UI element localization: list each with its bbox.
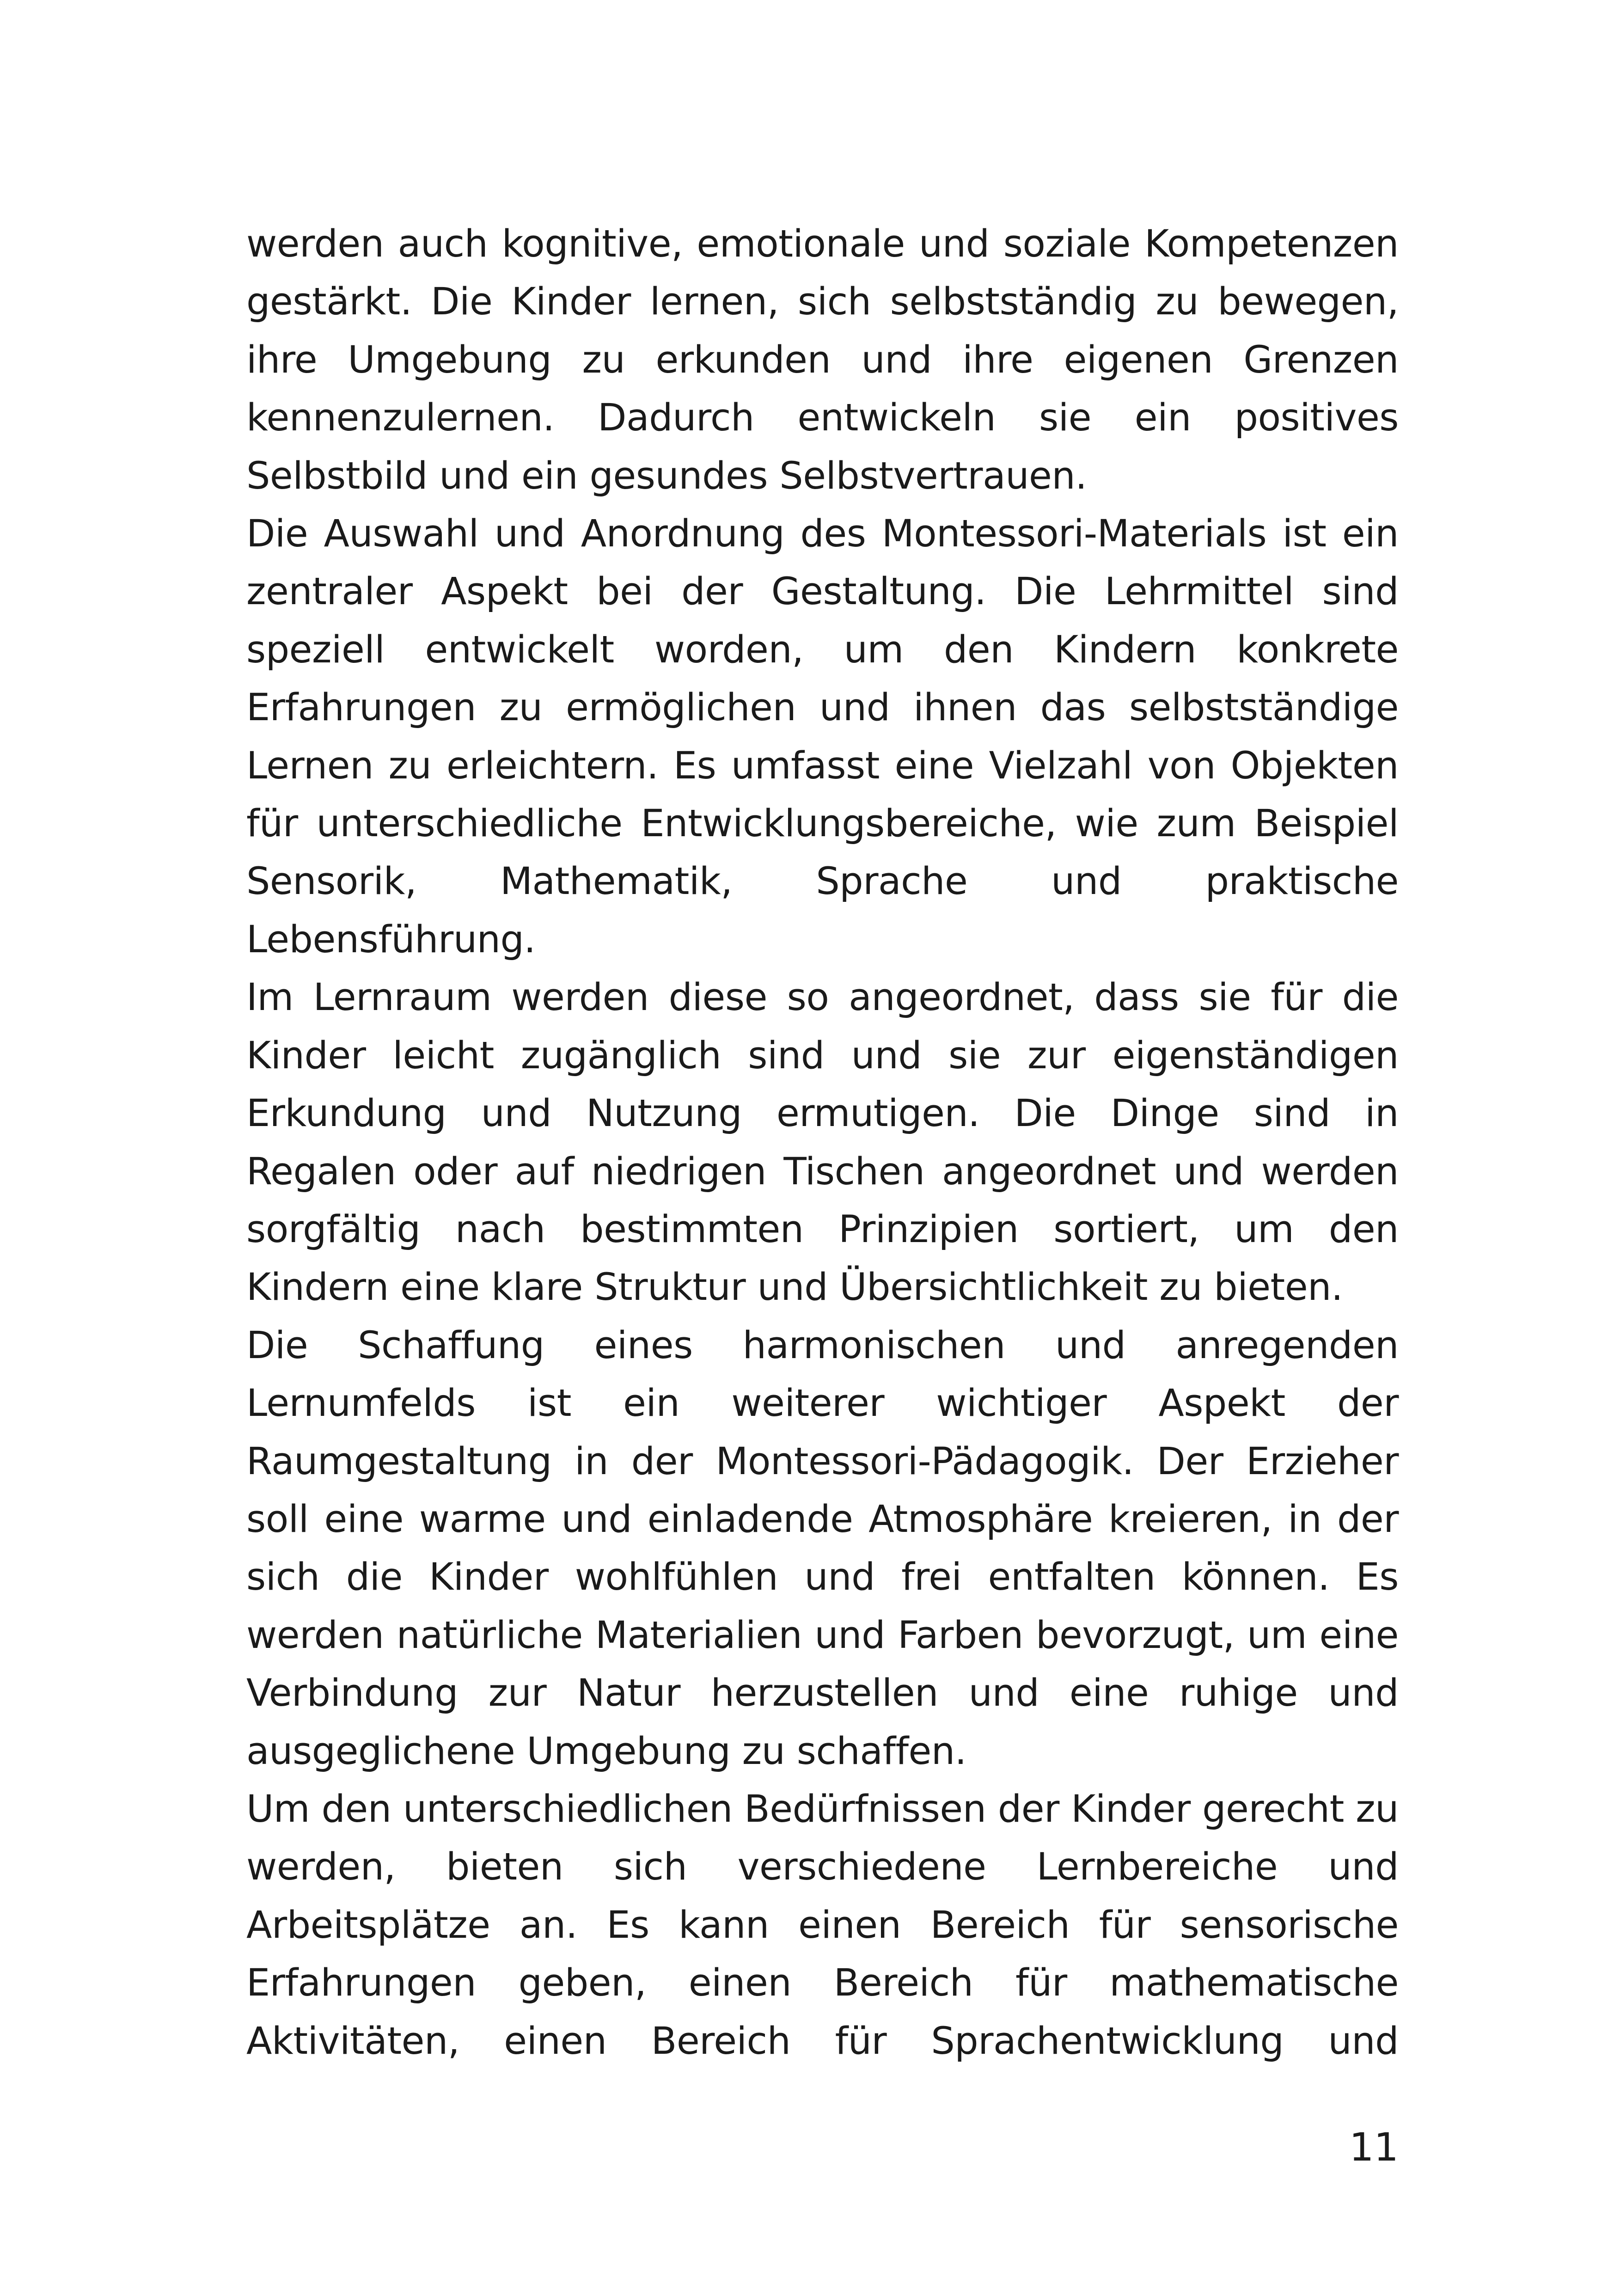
body-text (246, 215, 1399, 2070)
paragraph: Im Lernraum werden diese so angeordnet, dass sie für die Kinder leicht zugänglich sind und sie zur eigenständigen Erkundung und Nutzung ermutigen. Die Dinge sind in Regalen oder auf niedrigen Tischen angeordnet und werden sorgfältig nach bestimmten Prinzipien sortiert, um den Kindern eine klare Struktur und Übersichtlichkeit zu bieten. (246, 976, 1399, 1310)
page-number: 11 (1349, 2125, 1399, 2170)
paragraph: Die Auswahl und Anordnung des Montessori-Materials ist ein zentraler Aspekt bei der Gestaltung. Die Lehrmittel sind speziell entwickelt worden, um den Kindern konkrete Erfahrungen zu ermöglichen und ihnen das selbstständige Lernen zu erleichtern. Es umfasst eine Vielzahl von Objekten für unterschiedliche Entwicklungsbereiche, wie zum Beispiel Sensorik, Mathematik, Sprache und praktische Lebensführung. (246, 512, 1399, 961)
paragraph: werden auch kognitive, emotionale und soziale Kompetenzen gestärkt. Die Kinder lernen, sich selbstständig zu bewegen, ihre Umgebung zu erkunden und ihre eigenen Grenzen kennenzulernen. Dadurch entwickeln sie ein positives Selbstbild und ein gesundes Selbstvertrauen. (246, 222, 1399, 498)
paragraph: Die Schaffung eines harmonischen und anregenden Lernumfelds ist ein weiterer wichtiger Aspekt der Raumgestaltung in der Montessori-Pädagogik. Der Erzieher soll eine warme und einladende Atmosphäre kreieren, in der sich die Kinder wohlfühlen und frei entfalten können. Es werden natürliche Materialien und Farben bevorzugt, um eine Verbindung zur Natur herzustellen und eine ruhige und ausgeglichene Umgebung zu schaffen. (246, 1323, 1399, 1773)
paragraph: Um den unterschiedlichen Bedürfnissen der Kinder gerecht zu werden, bieten sich verschiedene Lernbereiche und Arbeitsplätze an. Es kann einen Bereich für sensorische Erfahrungen geben, einen Bereich für mathematische Aktivitäten, einen Bereich für Sprachentwicklung und (246, 1787, 1399, 2063)
